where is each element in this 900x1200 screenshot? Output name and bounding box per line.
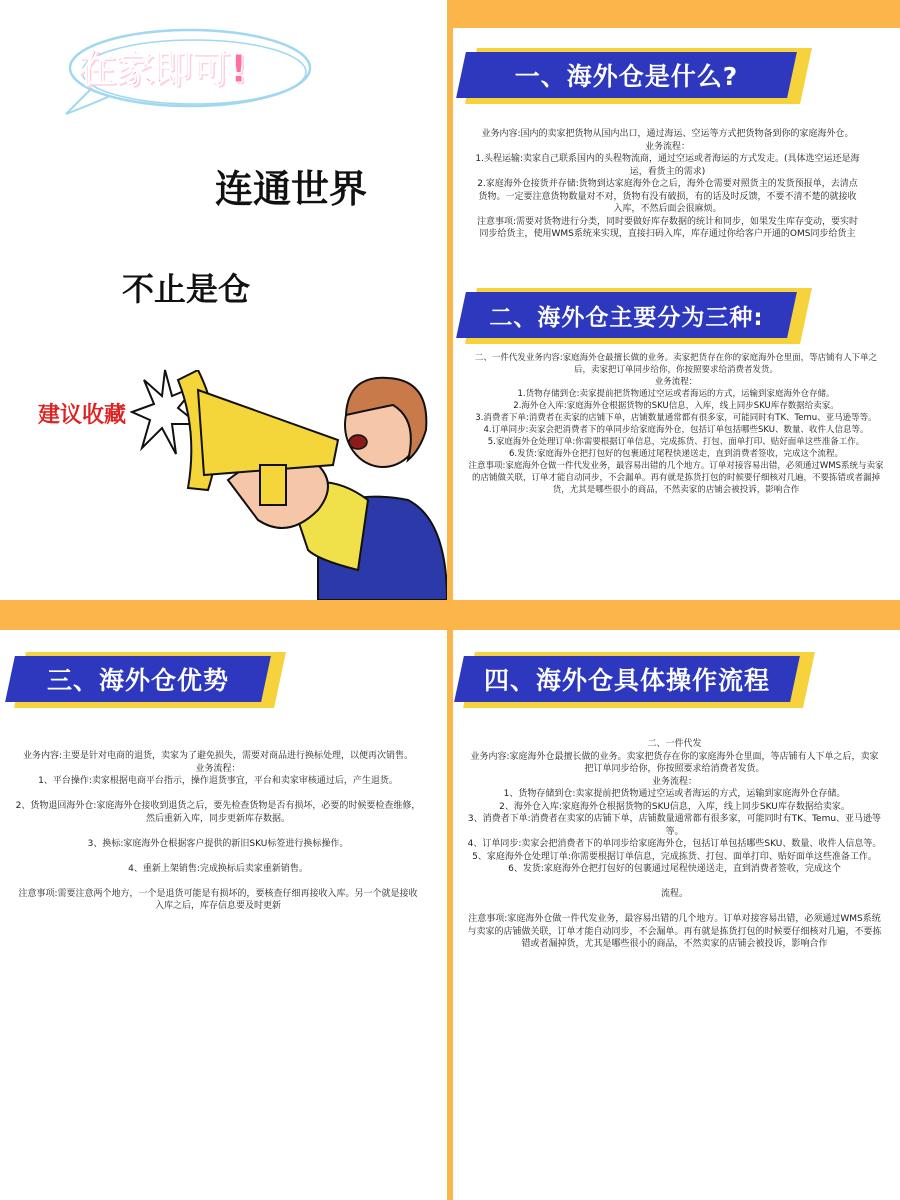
headline-more-than-warehouse: 不止是仓: [122, 270, 251, 308]
section-title-banner-3: [10, 652, 280, 708]
bubble-text: 在家即可!: [78, 47, 248, 91]
section-title-banner: [461, 48, 806, 104]
section-body-2: 二、一件代发业务内容:家庭海外仓最擅长做的业务。卖家把货存在你的家庭海外仓里面，等店铺有人下单之后，卖家把订单同步给你，你按照要求给消费者发货。 业务流程： 1.货物存储到仓:卖家提前把货物通过空运或者海运的方式，运输到家庭海外仓存储。 2.海外仓入库:家庭海外仓根据货物的SKU信息，入库，线上同步SKU库存数据给卖家。 3.消费者下单:消费者在卖家的店铺下单，店铺数量通常都有很多家，可能同时有TK、Temu、亚马逊等等。 4.订单同步:卖家会把消费者下的单同步给家庭海外仓，包括订单包括哪些SKU、数量、收件人信息等。 5.家庭海外仓处理订单:你需要根据订单信息，完成拣货、打包、面单打印、贴好面单这些准备工作。 6.发货:家庭海外仓把打包好的包裹通过尾程快递送走，直到消费者签收，完成这个流程。 注意事项:家庭海外仓做一件代发业务，最容易出错的几个地方。订单对接容易出错，必须通过WMS系统与卖家的店铺做关联，订单才能自动同步，不会漏单。再有就是拣货打包的时候要仔细核对几遍，不要拣错或者漏掉货，尤其是哪些很小的商品，不然卖家的店铺会被投诉，影响合作: [468, 353, 884, 495]
cover-panel: [0, 0, 447, 600]
operation-process-panel: [453, 630, 900, 1200]
section-title-banner-4: [459, 652, 809, 708]
advantages-panel: [0, 630, 447, 1200]
section-title: 一、海外仓是什么?: [514, 62, 739, 91]
section-body-4: 二、一件代发 业务内容:家庭海外仓最擅长做的业务。卖家把货存在你的家庭海外仓里面，等店铺有人下单之后，卖家把订单同步给你，你按照要求给消费者发货。 业务流程： 1、货物存储到仓:卖家提前把货物通过空运或者海运的方式，运输到家庭海外仓存储。 2、海外仓入库:家庭海外仓根据货物的SKU信息，入库，线上同步SKU库存数据给卖家。 3、消费者下单:消费者在卖家的店铺下单，店铺数量通常都有很多家，可能同时有TK、Temu、亚马逊等等。 4、订单同步:卖家会把消费者下的单同步给家庭海外仓，包括订单包括哪些SKU、数量、收件人信息等。 5、家庭海外仓处理订单:你需要根据订单信息，完成拣货、打包、面单打印、贴好面单这些准备工作。 6、发货:家庭海外仓把打包好的包裹通过尾程快递送走，直到消费者签收，完成这个 流程。 注意事项:家庭海外仓做一件代发业务，最容易出错的几个地方。订单对接容易出错，必须通过WMS系统与卖家的店铺做关联，订单才能自动同步，不会漏单。再有就是拣货打包的时候要仔细核对几遍，不要拣错或者漏掉货，尤其是哪些很小的商品，不然卖家的店铺会被投诉，影响合作: [467, 739, 882, 949]
section-title-4: 四、海外仓具体操作流程: [483, 666, 770, 695]
section-body: 业务内容:国内的卖家把货物从国内出口，通过海运、空运等方式把货物备到你的家庭海外仓。 业务流程： 1.头程运输:卖家自己联系国内的头程物流商，通过空运或者海运的方式发走。(具体选空运还是海运，看货主的需求) 2.家庭海外仓接货并存储:货物到达家庭海外仓之后，海外仓需要对照货主的发货预报单，去清点货物。一定要注意货物数量对不对，货物有没有破损，有的话及时反馈，不要不清不楚的就接收入库，不然后面会很麻烦。 注意事项:需要对货物进行分类，同时要做好库存数据的统计和同步，如果发生库存变动，要实时同步给货主，使用WMS系统来实现，直接扫码入库，库存通过你给客户开通的OMS同步给货主: [475, 129, 860, 239]
save-tip: 建议收藏: [38, 403, 127, 428]
section-title-banner-2: [461, 288, 806, 344]
section-title-3: 三、海外仓优势: [46, 666, 229, 695]
what-is-overseas-warehouse-panel: [453, 28, 900, 600]
section-title-2: 二、海外仓主要分为三种:: [489, 304, 764, 331]
megaphone-person-illustration: [168, 370, 447, 600]
section-body-3: 业务内容:主要是针对电商的退货，卖家为了避免损失，需要对商品进行换标处理，以便再次销售。 业务流程： 1、平台操作:卖家根据电商平台指示，操作退货事宜，平台和卖家审核通过后，产生退货。 2、货物退回海外仓:家庭海外仓接收到退货之后，要先检查货物是否有损坏，必要的时候要检查维修，然后重新入库，同步更新库存数据。 3、换标:家庭海外仓根据客户提供的新旧SKU标签进行换标操作。 4、重新上架销售:完成换标后卖家重新销售。 注意事项:需要注意两个地方，一个是退货可能是有损坏的，要核查仔细再接收入库。另一个就是接收入库之后，库存信息要及时更新: [15, 751, 421, 911]
headline-connect-world: 连通世界: [215, 167, 368, 211]
